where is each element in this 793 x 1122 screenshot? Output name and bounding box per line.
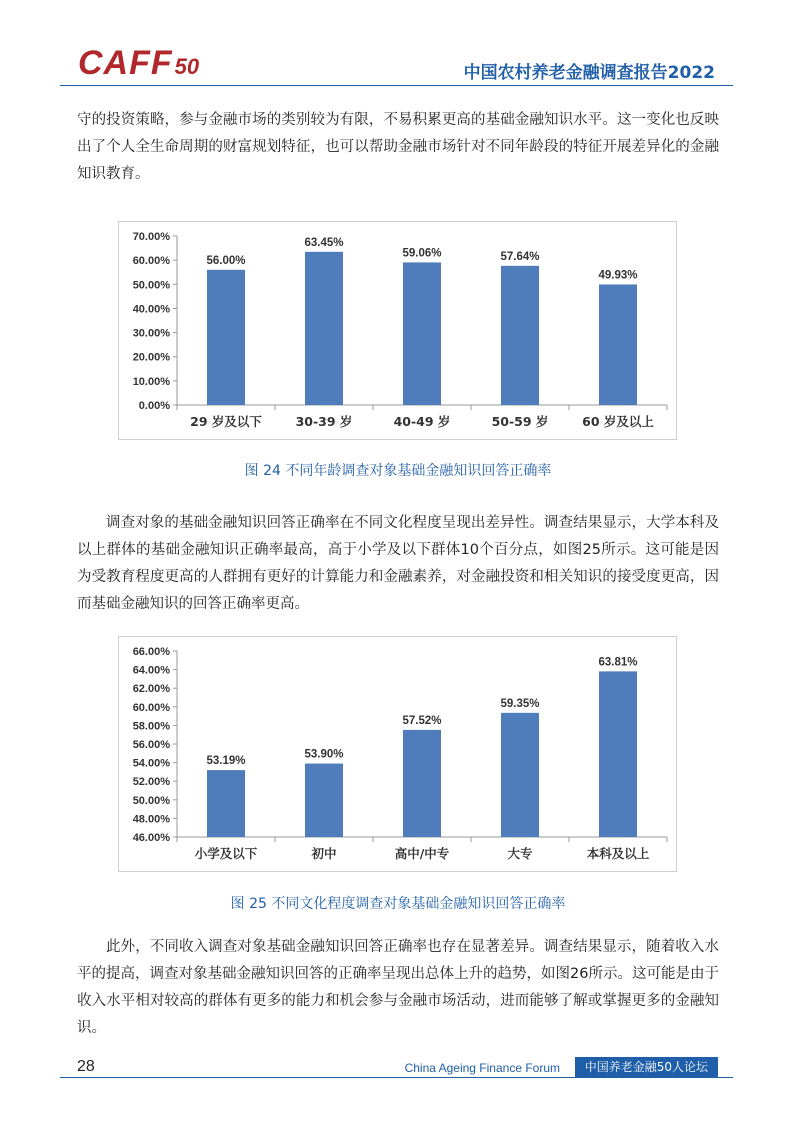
y-tick-label: 60.00% xyxy=(132,255,170,268)
logo-text: CAFF xyxy=(78,44,173,82)
chart-age-svg xyxy=(119,222,676,439)
chart-age-accuracy xyxy=(118,221,677,440)
y-tick-label: 60.00% xyxy=(132,701,170,714)
page-number: 28 xyxy=(77,1058,95,1075)
bar xyxy=(599,284,637,405)
y-tick-label: 66.00% xyxy=(132,646,170,658)
y-tick-label: 54.00% xyxy=(132,757,170,770)
paragraph-1: 守的投资策略，参与金融市场的类别较为有限，不易积累更高的基础金融知识水平。这一变化也反映出了个人全生命周期的财富规划特征，也可以帮助金融市场针对不同年龄段的特征开展差异化的金融知识教育。 xyxy=(77,112,719,182)
y-tick-label: 50.00% xyxy=(132,279,170,292)
logo-number: 50 xyxy=(174,54,200,79)
bar xyxy=(501,713,539,837)
data-label: 63.81% xyxy=(598,656,638,669)
data-label: 57.64% xyxy=(500,250,540,263)
y-tick-label: 20.00% xyxy=(132,351,170,364)
x-tick-label: 大专 xyxy=(507,846,533,861)
y-tick-label: 0.00% xyxy=(138,400,170,412)
paragraph-3: 此外，不同收入调查对象基础金融知识回答正确率也存在显著差异。调查结果显示，随着收入水平的提高，调查对象基础金融知识回答的正确率呈现出总体上升的趋势，如图26所示。这可能是由于收入水平相对较高的群体有更多的能力和机会参与金融市场活动，进而能够了解或掌握更多的金融知识。 xyxy=(77,939,719,1036)
chart-education-svg xyxy=(119,637,676,871)
bar xyxy=(403,730,441,837)
bar xyxy=(207,770,245,837)
data-label: 53.19% xyxy=(206,755,246,768)
chart-education-accuracy xyxy=(118,636,677,872)
y-tick-label: 64.00% xyxy=(132,664,170,677)
y-tick-label: 50.00% xyxy=(132,794,170,807)
y-tick-label: 46.00% xyxy=(132,832,170,844)
y-tick-label: 40.00% xyxy=(132,303,170,316)
data-label: 53.90% xyxy=(304,748,344,761)
forum-name-english: China Ageing Finance Forum xyxy=(404,1061,560,1075)
bar xyxy=(207,270,245,405)
data-label: 63.45% xyxy=(304,236,344,249)
y-tick-label: 48.00% xyxy=(132,813,170,826)
y-tick-label: 56.00% xyxy=(132,739,170,751)
figure-24-caption: 图 24 不同年龄调查对象基础金融知识回答正确率 xyxy=(244,463,552,479)
x-tick-label: 50-59 岁 xyxy=(491,414,549,429)
header-divider xyxy=(60,85,733,86)
data-label: 56.00% xyxy=(206,254,246,267)
caff50-logo xyxy=(78,44,199,83)
paragraph-2: 调查对象的基础金融知识回答正确率在不同文化程度呈现出差异性。调查结果显示，大学本科及以上群体的基础金融知识正确率最高，高于小学及以下群体10个百分点，如图25所示。这可能是因为受教育程度更高的人群拥有更好的计算能力和金融素养，对金融投资和相关知识的接受度更高，因而基础金融知识的回答正确率更高。 xyxy=(77,515,719,612)
report-title: 中国农村养老金融调查报告2022 xyxy=(463,63,715,83)
y-tick-label: 62.00% xyxy=(132,683,170,696)
bar xyxy=(305,764,343,837)
y-tick-label: 10.00% xyxy=(132,375,170,388)
x-tick-label: 60 岁及以上 xyxy=(582,414,654,429)
x-tick-label: 高中/中专 xyxy=(394,846,450,861)
y-tick-label: 70.00% xyxy=(132,231,170,243)
y-tick-label: 30.00% xyxy=(132,327,170,340)
y-tick-label: 58.00% xyxy=(132,720,170,733)
data-label: 59.06% xyxy=(402,247,442,260)
data-label: 49.93% xyxy=(598,269,638,282)
forum-name-badge: 中国养老金融50人论坛 xyxy=(575,1057,718,1077)
bar xyxy=(599,671,637,837)
bar xyxy=(305,252,343,405)
x-tick-label: 30-39 岁 xyxy=(295,414,353,429)
x-tick-label: 小学及以下 xyxy=(194,846,258,861)
x-tick-label: 初中 xyxy=(311,846,337,861)
bar xyxy=(403,262,441,405)
figure-25-caption: 图 25 不同文化程度调查对象基础金融知识回答正确率 xyxy=(230,896,566,912)
footer-divider xyxy=(60,1077,733,1078)
data-label: 57.52% xyxy=(402,714,442,727)
x-tick-label: 29 岁及以下 xyxy=(190,414,262,429)
bar xyxy=(501,266,539,405)
data-label: 59.35% xyxy=(500,697,540,710)
y-tick-label: 52.00% xyxy=(132,776,170,789)
x-tick-label: 本科及以上 xyxy=(586,846,650,861)
x-tick-label: 40-49 岁 xyxy=(393,414,451,429)
